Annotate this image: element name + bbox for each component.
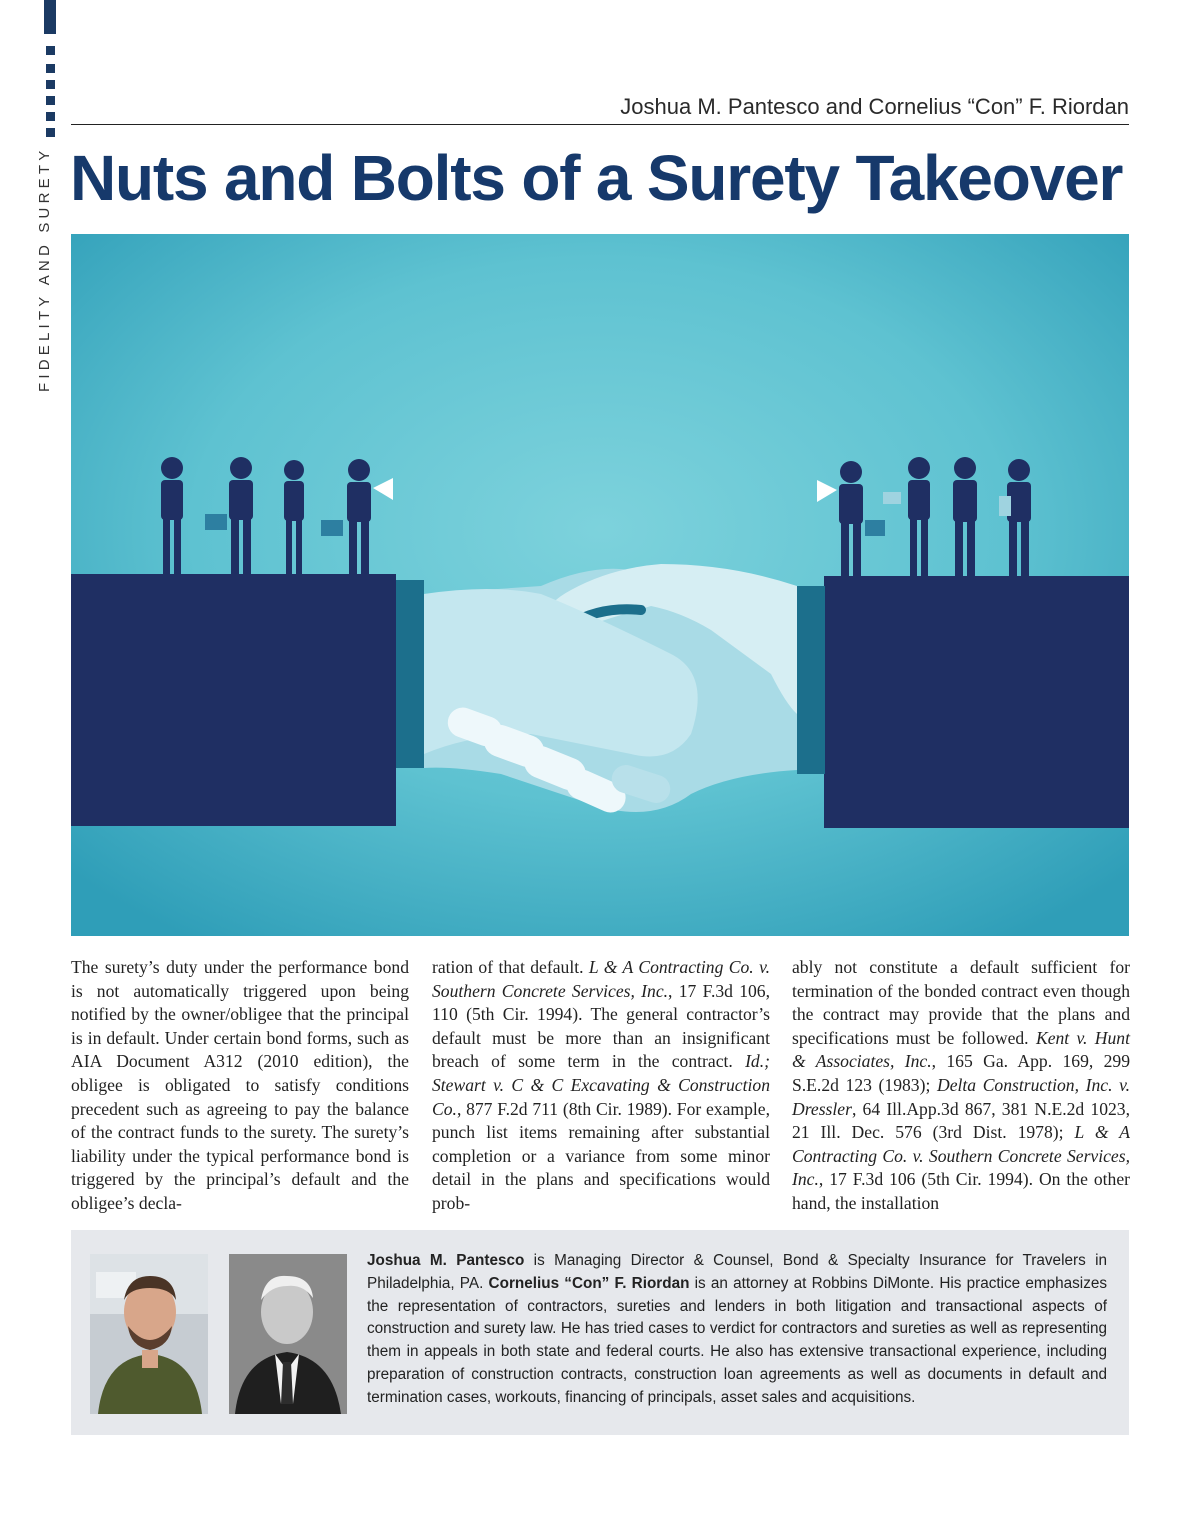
author-bio-text (367, 1250, 1107, 1410)
author-photo-riordan (229, 1254, 347, 1414)
text-run: ration of that default. (432, 957, 589, 977)
author-photo-pantesco (90, 1254, 208, 1414)
accent-square (46, 112, 55, 121)
right-cuff (797, 586, 825, 774)
case-citation: Delta Construction, Inc. v. Dressler (792, 1074, 1130, 1119)
case-citation: L & A Contracting Co. v. Southern Concrete Services, Inc. (432, 957, 770, 1001)
accent-square (46, 80, 55, 89)
case-citation: Id.; Stewart v. C & C Excavating & Construction Co. (432, 1051, 770, 1119)
body-column-2 (432, 956, 770, 1216)
header-rule (71, 124, 1129, 125)
section-accent-bar (44, 0, 56, 34)
author-name: Cornelius “Con” F. Riordan (488, 1274, 690, 1292)
section-label: FIDELITY AND SURETY (36, 146, 53, 392)
accent-square (46, 64, 55, 73)
text-run: is Managing Director & Counsel, Bond & Specialty Insurance for Travelers in Philadelphia, PA. (367, 1252, 1107, 1292)
case-citation: L & A Contracting Co. v. Southern Concrete Services, Inc. (792, 1122, 1130, 1190)
text-run: is an attorney at Robbins DiMonte. His practice emphasizes the representation of contractors, sureties and lenders in both litigation and transactional aspects of construction and surety law. He has tried cases to verdict for contractors and sureties as well as representing them in appeals in both state and federal courts. He also has extensive transactional experience, including preparation of construction contracts, construction loan agreements as well as documents in default and termination cases, workouts, financing of principals, asset sales and acquisitions. (367, 1274, 1108, 1406)
text-run: , 165 Ga. App. 169, 299 S.E.2d 123 (1983); (792, 1051, 1131, 1095)
accent-square (46, 96, 55, 105)
text-run: , 64 Ill.App.3d 867, 381 N.E.2d 1023, 21 Ill. Dec. 576 (3rd Dist. 1978); (792, 1098, 1130, 1143)
right-sleeve (824, 576, 1129, 828)
text-run: , 17 F.3d 106, 110 (5th Cir. 1994). The general contractor’s default must be more than an insignificant breach of some term in the contract. (432, 980, 770, 1072)
case-citation: Kent v. Hunt & Associates, Inc. (792, 1027, 1130, 1072)
author-name: Joshua M. Pantesco (367, 1252, 525, 1269)
byline-authors: Joshua M. Pantesco and Cornelius “Con” F. Riordan (620, 94, 1129, 119)
accent-square (46, 46, 55, 55)
accent-square (46, 128, 55, 137)
body-column-3 (792, 956, 1130, 1216)
text-run: , 17 F.3d 106 (5th Cir. 1994). On the other hand, the installation (792, 1169, 1130, 1213)
text-run: The surety’s duty under the performance bond is not automatically triggered upon being notified by the owner/obligee that the principal is in default. Under certain bond forms, such as AIA Document A312 (2010 edition), the obligee is obligated to satisfy conditions precedent such as agreeing to pay the balance of the contract funds to the surety. The surety’s liability under the typical performance bond is triggered by the principal’s default and the obligee’s decla- (71, 957, 409, 1213)
author-bio-box (71, 1230, 1129, 1435)
text-run: , 877 F.2d 711 (8th Cir. 1989). For example, punch list items remaining after substantial completion or a variance from some minor detail in the plans and specifications would prob- (432, 1098, 770, 1213)
body-column-1 (71, 956, 409, 1216)
left-cuff (396, 580, 424, 768)
article-title: Nuts and Bolts of a Surety Takeover (70, 142, 1123, 214)
hero-handshake-illustration (71, 234, 1129, 936)
left-sleeve (71, 574, 396, 826)
text-run: ably not constitute a default sufficient for termination of the bonded contract even though the contract may provide that the plans and specifications must be followed. (792, 957, 1130, 1048)
